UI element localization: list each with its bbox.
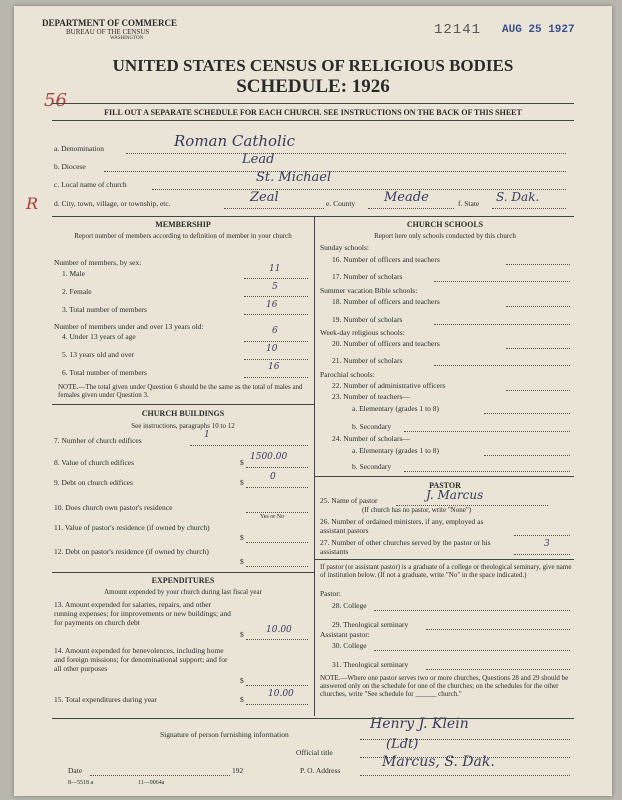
q27-value: 3 — [544, 539, 550, 549]
q3-value: 16 — [266, 300, 278, 310]
q23a-label: a. Elementary (grades 1 to 8) — [352, 404, 440, 413]
pastor-note: NOTE.—Where one pastor serves two or more churches, Questions 28 and 29 should be answered only on the schedule for one of the churches; on the schedules for the other churches, write "See schedule for ______ church." — [320, 674, 569, 698]
q19-label: 19. Number of scholars — [332, 315, 403, 324]
under-over-label: Number of members under and over 13 years old: — [54, 322, 204, 331]
q2-line — [244, 296, 308, 297]
q24-label: 24. Number of scholars— — [332, 434, 410, 443]
q25-hint: (If church has no pastor, write "None") — [362, 506, 472, 514]
q23b-label: b. Secondary — [352, 422, 392, 431]
q1-line — [244, 278, 308, 279]
q24b-label: b. Secondary — [352, 462, 392, 471]
q3-line — [244, 314, 308, 315]
q24a-line — [484, 455, 570, 456]
q12-label: 12. Debt on pastor's residence (if owned by church) — [54, 547, 209, 556]
city-label: d. City, town, village, or township, etc. — [54, 199, 171, 208]
department-name: DEPARTMENT OF COMMERCE — [42, 18, 178, 28]
date-stamp: AUG 25 1927 — [502, 24, 575, 36]
schools-intro: Report here only schools conducted by this church — [374, 232, 516, 240]
q23b-line — [404, 431, 570, 432]
q4-label: 4. Under 13 years of age — [62, 332, 136, 341]
dollar-sign: $ — [240, 676, 244, 685]
official-title-label: Official title — [296, 748, 333, 757]
assistant-label: Assistant pastor: — [320, 630, 370, 639]
form-number: 8—5518 a — [68, 780, 94, 786]
q9-value: 0 — [270, 472, 276, 482]
q8-line — [246, 467, 308, 468]
county-label: e. County — [326, 199, 356, 208]
official-title-value: (Ldt) — [386, 737, 419, 752]
dollar-sign: $ — [240, 557, 244, 566]
state-label: f. State — [458, 199, 480, 208]
form-title: UNITED STATES CENSUS OF RELIGIOUS BODIES — [112, 56, 514, 75]
q16-line — [506, 264, 570, 265]
q23a-line — [484, 413, 570, 414]
serial-number: 12141 — [434, 22, 482, 38]
sunday-label: Sunday schools: — [320, 243, 369, 252]
q27-line — [514, 554, 570, 555]
county-value: Meade — [384, 190, 429, 205]
signature: Henry J. Klein — [370, 716, 469, 732]
q21-label: 21. Number of scholars — [332, 356, 403, 365]
diocese-label: b. Diocese — [54, 162, 86, 171]
q29-line — [426, 629, 570, 630]
q9-line — [246, 487, 308, 488]
q13-line — [246, 639, 308, 640]
q26-line — [514, 535, 570, 536]
q17-label: 17. Number of scholars — [332, 272, 403, 281]
dollar-sign: $ — [240, 458, 244, 467]
rule — [52, 718, 574, 719]
q1-value: 11 — [269, 264, 281, 274]
pastor-heading: PASTOR — [429, 481, 461, 490]
q1-label: 1. Male — [62, 269, 85, 278]
denomination-label: a. Denomination — [54, 144, 104, 153]
buildings-heading: CHURCH BUILDINGS — [141, 409, 225, 418]
q22-line — [506, 390, 570, 391]
rule — [52, 120, 574, 121]
q21-line — [434, 365, 570, 366]
membership-heading: MEMBERSHIP — [155, 220, 211, 229]
q31-label: 31. Theological seminary — [332, 660, 409, 669]
instruction-line: FILL OUT A SEPARATE SCHEDULE FOR EACH CHURCH. SEE INSTRUCTIONS ON THE BACK OF THIS SHEET — [104, 108, 522, 117]
q20-label: 20. Number of officers and teachers — [332, 339, 440, 348]
date-year: 192 — [232, 766, 244, 775]
diocese-line — [104, 171, 566, 172]
rule — [52, 103, 574, 104]
city-line — [224, 208, 324, 209]
dollar-sign: $ — [240, 533, 244, 542]
rule — [52, 404, 314, 405]
diocese-value: Lead — [242, 152, 275, 167]
q25-label: 25. Name of pastor — [320, 496, 378, 505]
q7-label: 7. Number of church edifices — [54, 436, 142, 445]
q29-label: 29. Theological seminary — [332, 620, 409, 629]
q15-line — [246, 704, 308, 705]
q19-line — [434, 324, 570, 325]
po-address-line — [360, 775, 570, 776]
q10-label: 10. Does church own pastor's residence — [54, 503, 173, 512]
membership-note: NOTE.—The total given under Question 6 should be the same as the total of males and females given under Question 3. — [58, 383, 303, 399]
column-divider — [314, 216, 315, 716]
q15-value: 10.00 — [268, 689, 294, 699]
q24b-line — [404, 471, 570, 472]
q15-label: 15. Total expenditures during year — [54, 695, 157, 704]
q10-line — [246, 512, 308, 513]
q28-label: 28. College — [332, 601, 367, 610]
q13-value: 10.00 — [266, 625, 292, 635]
q9-label: 9. Debt on church edifices — [54, 478, 133, 487]
margin-mark: R — [26, 194, 39, 213]
q6-label: 6. Total number of members — [62, 368, 147, 377]
q24a-label: a. Elementary (grades 1 to 8) — [352, 446, 440, 455]
bureau-name: BUREAU OF THE CENSUS — [66, 28, 150, 36]
denomination-line — [126, 153, 566, 154]
summer-label: Summer vacation Bible schools: — [320, 286, 418, 295]
q14-line — [246, 685, 308, 686]
q30-line — [374, 650, 570, 651]
rule — [52, 572, 314, 573]
dollar-sign: $ — [240, 630, 244, 639]
schools-heading: CHURCH SCHOOLS — [406, 220, 484, 229]
q4-line — [244, 341, 308, 342]
po-address-value: Marcus, S. Dak. — [382, 754, 495, 770]
church-name-label: c. Local name of church — [54, 180, 127, 189]
q5-line — [244, 359, 308, 360]
dollar-sign: $ — [240, 478, 244, 487]
signature-label: Signature of person furnishing information — [160, 730, 289, 739]
q18-line — [506, 306, 570, 307]
q7-value: 1 — [204, 430, 210, 440]
q6-line — [244, 377, 308, 378]
q2-label: 2. Female — [62, 287, 92, 296]
q8-label: 8. Value of church edifices — [54, 458, 135, 467]
q27-label: 27. Number of other churches served by the pastor or his assistants — [320, 538, 491, 556]
print-number: 11—9064a — [138, 780, 165, 786]
rule — [52, 216, 574, 217]
graduate-note: If pastor (or assistant pastor) is a graduate of a college or theological seminary, give name of institution below. (If not a graduate, write "No" in the space indicated.) — [320, 563, 572, 579]
state-line — [492, 208, 566, 209]
q16-label: 16. Number of officers and teachers — [332, 255, 440, 264]
q18-label: 18. Number of officers and teachers — [332, 297, 440, 306]
q31-line — [426, 669, 570, 670]
date-line — [90, 775, 230, 776]
census-form — [14, 6, 612, 796]
expenditures-heading: EXPENDITURES — [151, 576, 215, 585]
q12-line — [246, 566, 308, 567]
county-line — [368, 208, 454, 209]
q14-label: 14. Amount expended for benevolences, including home and foreign missions; for denominational support; and for all other purposes — [54, 646, 228, 673]
city-value: Zeal — [250, 190, 279, 205]
rule — [314, 559, 574, 560]
q20-line — [506, 348, 570, 349]
q13-label: 13. Amount expended for salaries, repairs, and other running expenses; for improvements or new buildings; and for payments on church debt — [54, 600, 231, 627]
membership-intro: Report number of members according to definition of member in your church — [74, 232, 292, 240]
q17-line — [434, 281, 570, 282]
q6-value: 16 — [268, 362, 280, 372]
city-name: WASHINGTON — [110, 36, 144, 41]
dollar-sign: $ — [240, 695, 244, 704]
q22-label: 22. Number of administrative officers — [332, 381, 446, 390]
state-value: S. Dak. — [496, 190, 540, 204]
q26-label: 26. Number of ordained ministers, if any, employed as assistant pastors — [320, 517, 484, 535]
q30-label: 30. College — [332, 641, 367, 650]
church-name-value: St. Michael — [256, 170, 332, 185]
q5-value: 10 — [266, 344, 278, 354]
weekday-label: Week-day religious schools: — [320, 328, 405, 337]
by-sex-label: Number of members, by sex: — [54, 258, 142, 267]
yes-no-hint: Yes or No — [260, 514, 285, 520]
q28-line — [374, 610, 570, 611]
q8-value: 1500.00 — [250, 452, 288, 462]
buildings-sub: See instructions, paragraphs 10 to 12 — [131, 422, 235, 430]
rule — [314, 476, 574, 477]
date-label: Date — [68, 766, 83, 775]
po-address-label: P. O. Address — [300, 766, 341, 775]
q11-label: 11. Value of pastor's residence (if owned by church) — [54, 523, 210, 532]
schedule-title: SCHEDULE: 1926 — [236, 76, 390, 97]
parochial-label: Parochial schools: — [320, 370, 375, 379]
expenditures-sub: Amount expended by your church during last fiscal year — [104, 588, 262, 596]
q25-value: J. Marcus — [426, 488, 484, 502]
q2-value: 5 — [272, 282, 278, 292]
q11-line — [246, 542, 308, 543]
q5-label: 5. 13 years old and over — [62, 350, 135, 359]
q7-line — [190, 445, 308, 446]
q23-label: 23. Number of teachers— — [332, 392, 410, 401]
q4-value: 6 — [272, 326, 278, 336]
denomination-value: Roman Catholic — [174, 132, 296, 150]
margin-number: 56 — [44, 90, 67, 111]
pastor-label: Pastor: — [320, 589, 341, 598]
q3-label: 3. Total number of members — [62, 305, 147, 314]
